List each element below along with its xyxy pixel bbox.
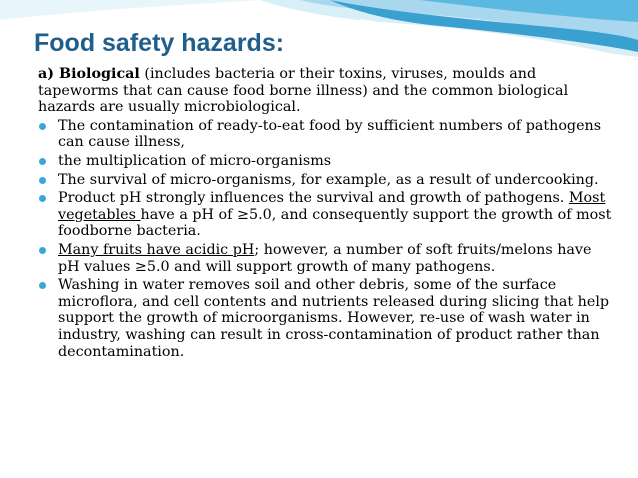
bullet-dot-icon (39, 158, 46, 165)
slide-body (38, 66, 612, 362)
bullet-text: ; however, a number of soft fruits/melons have pH values ≥5.0 and will support growth of many pathogens. (58, 241, 592, 275)
slide-title: Food safety hazards: (34, 29, 285, 57)
bullet-list (38, 118, 612, 360)
bullet-text: have a pH of ≥5.0, and consequently support the growth of most foodborne bacteria. (58, 206, 612, 240)
bullet-dot-icon (39, 282, 46, 289)
bullet-item (38, 172, 612, 189)
bullet-text: The contamination of ready-to-eat food by sufficient numbers of pathogens can cause illness, (58, 117, 602, 151)
bullet-underlined-text: Many fruits have acidic pH (58, 241, 255, 258)
bullet-item (38, 277, 612, 360)
bullet-text: the multiplication of micro-organisms (58, 152, 332, 169)
bullet-item (38, 153, 612, 170)
bullet-dot-icon (39, 247, 46, 254)
intro-paragraph (38, 66, 612, 116)
bullet-text: Product pH strongly influences the survival and growth of pathogens. (58, 190, 569, 207)
intro-text: (includes bacteria or their toxins, viruses, moulds and tapeworms that can cause food borne illness) and the common biological hazards are usually microbiological. (38, 66, 569, 116)
bullet-dot-icon (39, 123, 46, 130)
intro-lead: a) Biological (38, 66, 140, 82)
bullet-text: The survival of micro-organisms, for example, as a result of undercooking. (58, 171, 599, 188)
bullet-dot-icon (39, 177, 46, 184)
bullet-item (38, 190, 612, 240)
bullet-item (38, 242, 612, 275)
bullet-item (38, 118, 612, 151)
bullet-text: Washing in water removes soil and other debris, some of the surface microflora, and cell contents and nutrients released during slicing that help support the growth of microorganisms. However, re-use of wash water in industry, washing can result in cross-contamination of product rather than decontamination. (58, 277, 610, 360)
bullet-dot-icon (39, 195, 46, 202)
bullet-underlined-text: Most vegetables (58, 190, 606, 223)
